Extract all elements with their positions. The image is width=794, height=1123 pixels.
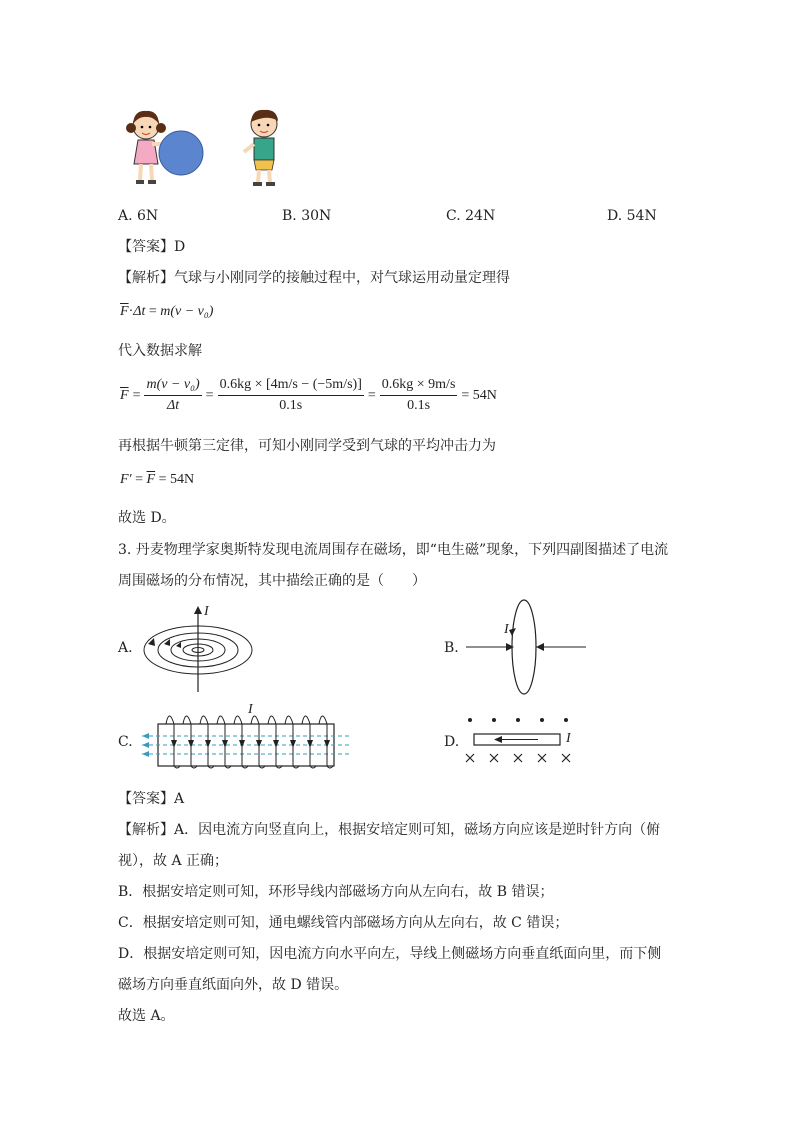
equation-substitution: $\overline{F}$ = $\frac{\text{m(v − v₀)}}{\Delta t}$ = $\frac{0.6kg \times [4m/s - (-5m/s)]}{0.1s}$ = $\frac{0.6kg \times 9m/s}{0.1s}$ = 54N (120, 377, 497, 413)
current-label-d: I (566, 731, 571, 746)
current-label-b: I (504, 622, 509, 637)
q2-newton-text: 再根据牛顿第三定律，可知小刚同学受到气球的平均冲击力为 (118, 438, 496, 454)
q3-analysis-b: B．根据安培定则可知，环形导线内部磁场方向从左向右，故 B 错误； (118, 884, 554, 900)
q3-answer: 【答案】A (118, 791, 185, 807)
coil-arrow (222, 740, 228, 748)
coil-arrow (307, 740, 313, 748)
fig-d-label: D. (444, 734, 460, 750)
ball (159, 131, 203, 175)
q2-substitute-text: 代入数据求解 (118, 343, 202, 359)
figure-b-ring-wire (466, 598, 590, 696)
q3-conclusion: 故选 A。 (118, 1008, 175, 1024)
coil-arrow (239, 740, 245, 748)
option-b: B. 30N (282, 208, 332, 224)
q3-analysis-a2: 视），故 A 正确； (118, 853, 229, 869)
q3-analysis-d2: 磁场方向垂直纸面向外，故 D 错误。 (118, 977, 349, 993)
coil-arrow (273, 740, 279, 748)
q2-analysis-line1: 【解析】气球与小刚同学的接触过程中，对气球运用动量定理得 (118, 270, 510, 286)
coil-arrow (205, 740, 211, 748)
current-label-a: I (204, 604, 209, 619)
field-dots (468, 718, 568, 722)
option-a: A. 6N (118, 208, 159, 224)
coil-arrow (324, 740, 330, 748)
fig-b-label: B. (444, 640, 459, 656)
figure-d-straight-wire (462, 714, 586, 768)
fig-c-label: C. (118, 734, 133, 750)
q3-stem-line1: 3. 丹麦物理学家奥斯特发现电流周围存在磁场，即“电生磁”现象，下列四副图描述了电流 (118, 542, 669, 558)
q3-analysis-c: C．根据安培定则可知，通电螺线管内部磁场方向从左向右，故 C 错误； (118, 915, 569, 931)
equation-result: $F' = \overline{F} = 54N$ (120, 472, 195, 487)
option-d: D. 54N (607, 208, 657, 224)
current-label-c: I (248, 702, 253, 717)
option-c: C. 24N (446, 208, 496, 224)
coil-arrow (171, 740, 177, 748)
q2-answer: 【答案】D (118, 239, 186, 255)
q2-conclusion: 故选 D。 (118, 510, 176, 526)
fig-a-label: A. (118, 640, 133, 656)
illustration-children (118, 104, 298, 190)
coil-arrow (188, 740, 194, 748)
figure-c-solenoid (140, 702, 354, 772)
equation-impulse: $\overline{F}\cdot\Delta t = m(v - v_0)$ (120, 304, 214, 319)
q3-stem-line2: 周围磁场的分布情况，其中描绘正确的是（ ） (118, 573, 426, 589)
field-crosses (466, 754, 570, 762)
q3-analysis-d1: D．根据安培定则可知，因电流方向水平向左，导线上侧磁场方向垂直纸面向里，而下侧 (118, 946, 662, 962)
boy-figure (244, 110, 278, 186)
figure-a-straight-wire (138, 604, 258, 694)
coil-arrow (256, 740, 262, 748)
q3-analysis-a1: 【解析】A．因电流方向竖直向上，根据安培定则可知，磁场方向应该是逆时针方向（俯 (118, 822, 661, 838)
coil-arrow (290, 740, 296, 748)
